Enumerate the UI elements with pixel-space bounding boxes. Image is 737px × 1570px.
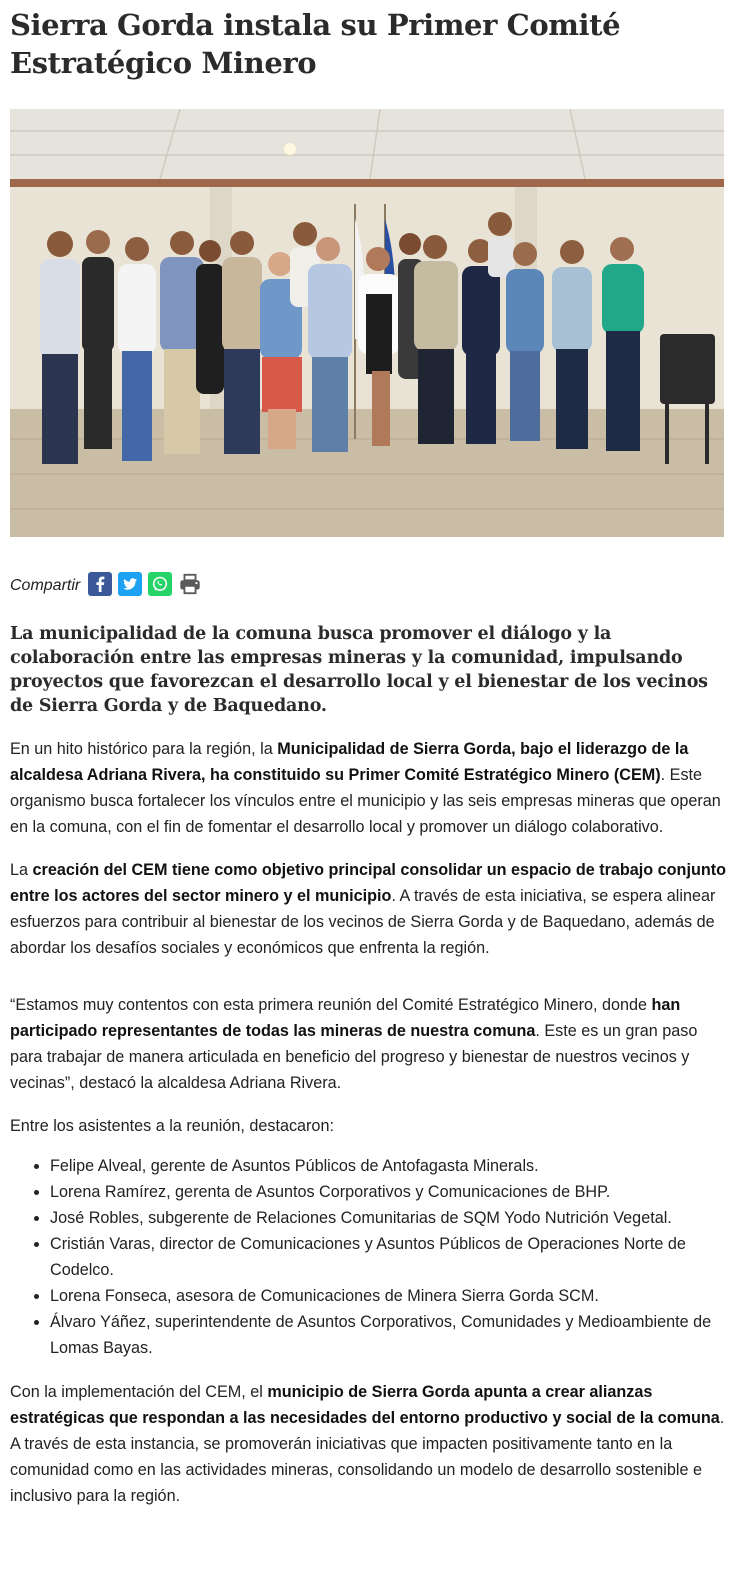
- article-title: Sierra Gorda instala su Primer Comité Estratégico Minero: [10, 8, 621, 80]
- paragraph-2: [10, 857, 727, 961]
- twitter-icon: [118, 572, 142, 596]
- list-item: • José Robles, subgerente de Relaciones Comunitarias de SQM Yodo Nutrición Vegetal.: [50, 1205, 727, 1231]
- paragraph-2-text-a: La: [10, 861, 33, 879]
- paragraph-4: Entre los asistentes a la reunión, destacaron:: [10, 1117, 334, 1135]
- paragraph-3-text-a: “Estamos muy contentos con esta primera reunión del Comité Estratégico Minero, donde: [10, 996, 652, 1014]
- paragraph-1-text-b: . Este organismo busca fortalecer los vínculos entre el municipio y las seis empresas mineras que operan en la comuna, con el fin de fomentar el desarrollo local y promover un diálogo colaborativo.: [10, 766, 721, 836]
- facebook-icon: [88, 572, 112, 596]
- list-item: • Lorena Fonseca, asesora de Comunicaciones de Minera Sierra Gorda SCM.: [50, 1283, 727, 1309]
- article-lead: La municipalidad de la comuna busca promover el diálogo y la colaboración entre las empresas mineras y la comunidad, impulsando proyectos que favorezcan el desarrollo local y el bienestar de los vecinos de Sierra Gorda y de Baquedano.: [10, 624, 708, 716]
- share-bar: [10, 570, 727, 598]
- list-item: • Lorena Ramírez, gerenta de Asuntos Corporativos y Comunicaciones de BHP.: [50, 1179, 727, 1205]
- paragraph-1: [10, 736, 727, 840]
- paragraph-5-text-a: Con la implementación del CEM, el: [10, 1383, 268, 1401]
- paragraph-5: [10, 1379, 727, 1509]
- paragraph-2-text-b: . A través de esta iniciativa, se espera alinear esfuerzos para contribuir al bienestar de los vecinos de Sierra Gorda y de Baquedano, además de abordar los desafíos sociales y económicos que enfrenta la región.: [10, 887, 716, 957]
- paragraph-5-text-b: . A través de esta instancia, se promoverán iniciativas que impacten positivamente tanto en la comunidad como en las actividades mineras, consolidando un modelo de desarrollo sostenible e inclusivo para la región.: [10, 1409, 725, 1505]
- print-button[interactable]: [178, 572, 202, 596]
- paragraph-3-quote: [10, 992, 727, 1096]
- list-item: • Cristián Varas, director de Comunicaciones y Asuntos Públicos de Operaciones Norte de Codelco.: [50, 1231, 727, 1283]
- printer-icon: [178, 571, 202, 597]
- twitter-share-button[interactable]: [118, 572, 142, 596]
- paragraph-5-bold: municipio de Sierra Gorda apunta a crear alianzas estratégicas que respondan a las necesidades del entorno productivo y social de la comuna: [10, 1383, 720, 1427]
- paragraph-3-text-b: . Este es un gran paso para trabajar de manera articulada en beneficio del progreso y bienestar de nuestros vecinos y vecinas”, destacó la alcaldesa Adriana Rivera.: [10, 1022, 698, 1092]
- group-photo-illustration: [10, 109, 724, 537]
- paragraph-1-bold: Municipalidad de Sierra Gorda, bajo el liderazgo de la alcaldesa Adriana Rivera, ha constituido su Primer Comité Estratégico Minero (CEM): [10, 740, 689, 784]
- whatsapp-share-button[interactable]: [148, 572, 172, 596]
- list-item: • Felipe Alveal, gerente de Asuntos Públicos de Antofagasta Minerals.: [50, 1153, 727, 1179]
- article-photo: [10, 109, 724, 537]
- facebook-share-button[interactable]: [88, 572, 112, 596]
- list-item: • Álvaro Yáñez, superintendente de Asuntos Corporativos, Comunidades y Medioambiente de Lomas Bayas.: [50, 1309, 727, 1361]
- attendees-list: [10, 1153, 727, 1361]
- share-label: Compartir: [10, 577, 81, 594]
- paragraph-2-bold: creación del CEM tiene como objetivo principal consolidar un espacio de trabajo conjunto entre los actores del sector minero y el municipio: [10, 861, 727, 905]
- whatsapp-icon: [148, 572, 172, 596]
- paragraph-3-bold: han participado representantes de todas las mineras de nuestra comuna: [10, 996, 681, 1040]
- paragraph-1-text-a: En un hito histórico para la región, la: [10, 740, 278, 758]
